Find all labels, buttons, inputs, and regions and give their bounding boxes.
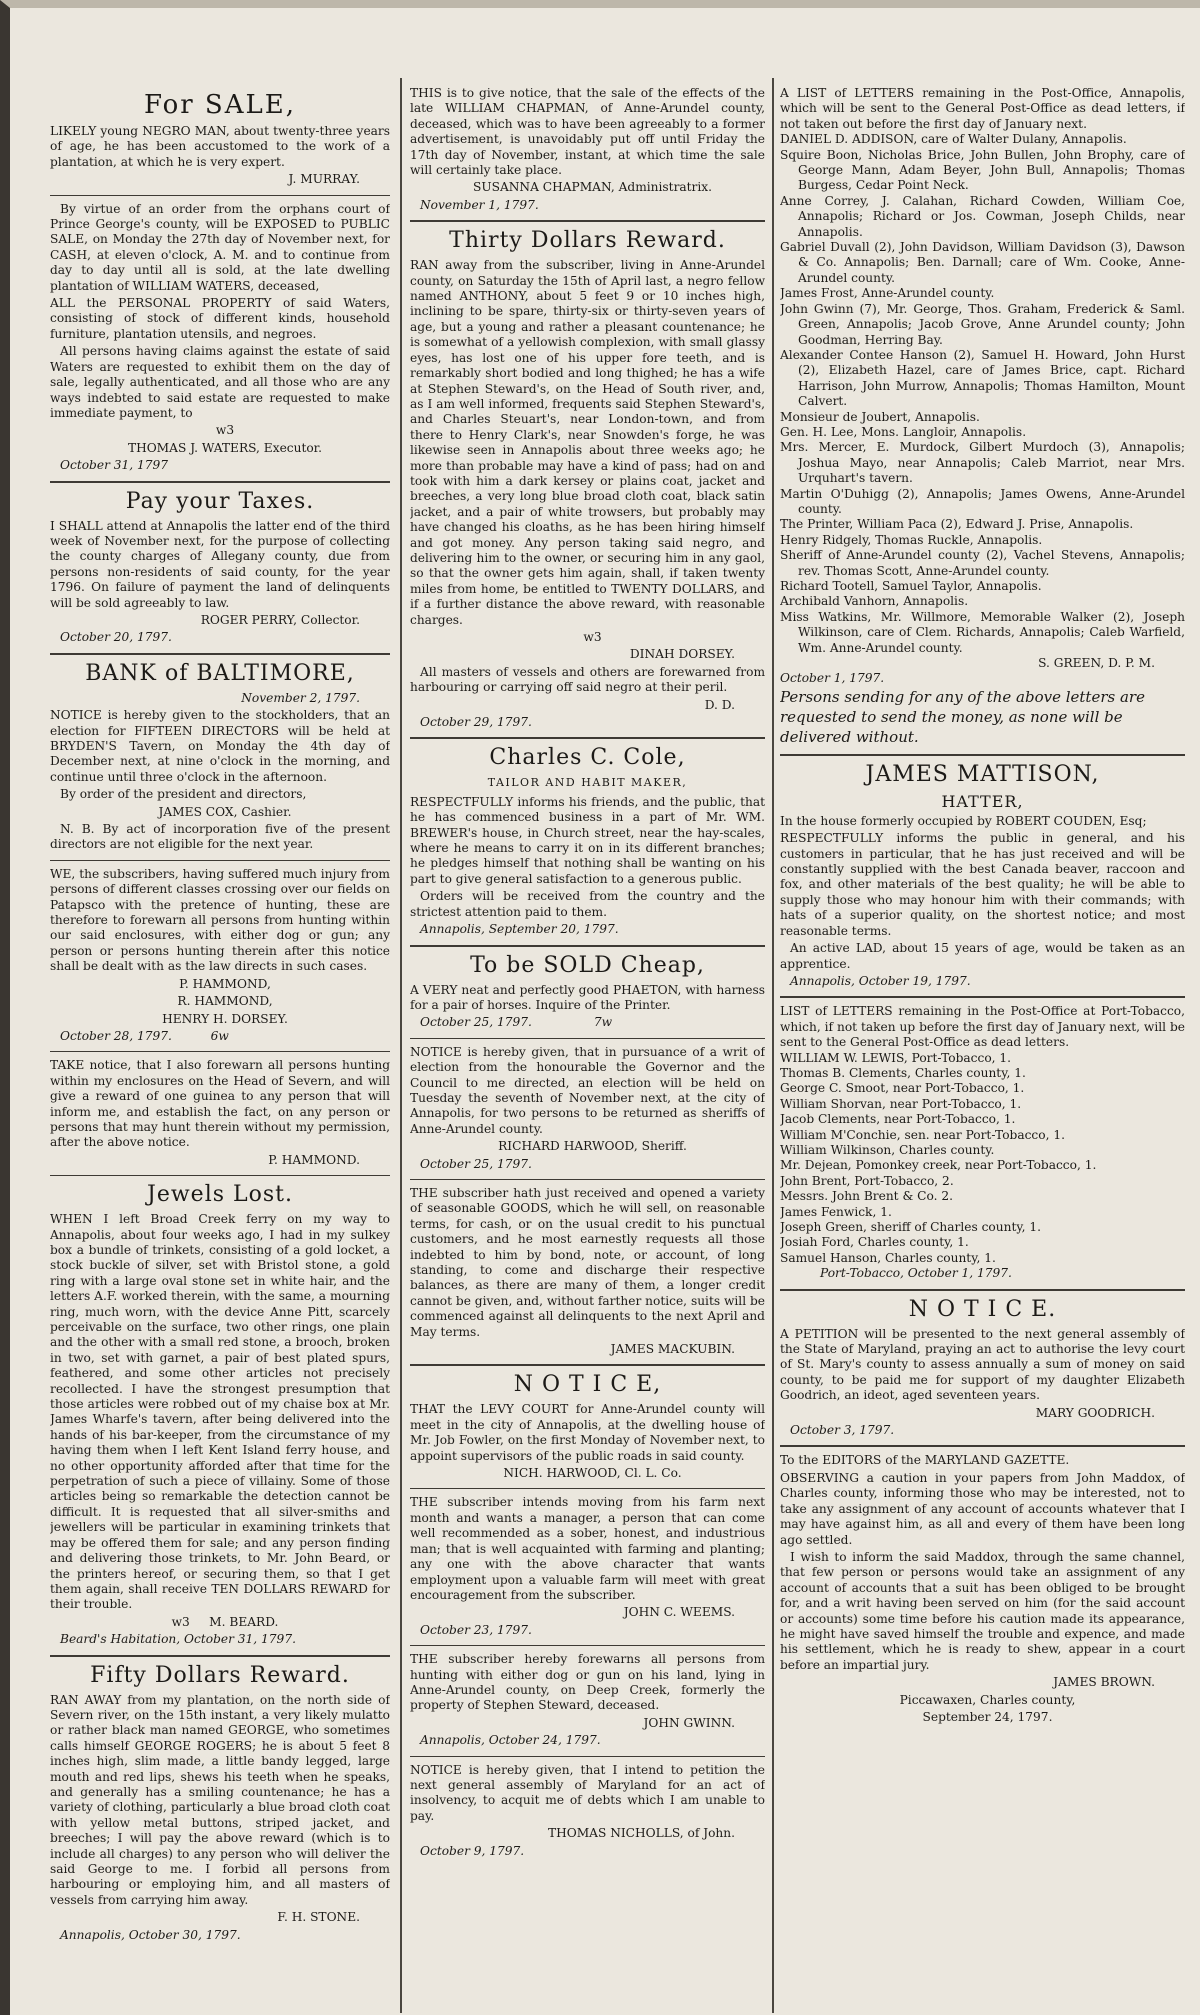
ad-signature: P. HAMMOND. — [268, 1152, 360, 1167]
ad-title: JAMES MATTISON, — [865, 761, 1100, 787]
letters-list — [780, 132, 1185, 656]
ad-title: Jewels Lost. — [147, 1182, 293, 1208]
letter-entry: Squire Boon, Nicholas Brice, John Bullen, John Brophy, care of George Mann, Adam Beyer, John Bull, Annapolis; Thomas Burgess, Cedar Point Neck. — [780, 147, 1185, 193]
ad-address: To the EDITORS of the MARYLAND GAZETTE. — [780, 1453, 1070, 1468]
ad-levy-court — [410, 1372, 765, 1481]
ad-mackubin-goods — [410, 1186, 765, 1357]
ad-date: Port-Tobacco, October 1, 1797. — [820, 1266, 1012, 1281]
ad-body: TAKE notice, that I also forewarn all persons hunting within my enclosures on the Head of Severn, and will give a reward of one guinea to any person that will inform me, and establish the fact, on any person or persons that may hunt therein without my permission, after the above notice. — [50, 1058, 390, 1150]
divider — [50, 481, 390, 483]
divider — [50, 653, 390, 655]
divider — [410, 1488, 765, 1489]
letter-entry: William Wilkinson, Charles county. — [780, 1142, 995, 1157]
letter-entry: William M'Conchie, sen. near Port-Tobacco, 1. — [780, 1127, 1065, 1142]
ad-code: w3 — [215, 423, 235, 438]
ad-initials: D. D. — [704, 697, 735, 712]
ad-body: THE subscriber hath just received and opened a variety of seasonable GOODS, which he will sell, on reasonable terms, for cash, or on the usual credit to his punctual customers, and he most earnestly requests all those indebted to him by bond, note, or account, of long standing, to come and discharge their respective balances, as there are many of them, a longer credit cannot be given, and, without farther notice, suits will be commenced against all delinquents to the next April and May terms. — [410, 1185, 765, 1339]
letter-entry: Gabriel Duvall (2), John Davidson, William Davidson (3), Dawson & Co. Annapolis; Ben. Darnall; care of Wm. Cooke, Anne-Arundel county. — [780, 240, 1185, 285]
ad-signature: JAMES MACKUBIN. — [610, 1342, 735, 1357]
ad-body: THIS is to give notice, that the sale of the effects of the late WILLIAM CHAPMAN, of Anne-Arundel county, deceased, which was to have been agreeably to a former advertisement, is unavoidably put off until Friday the 17th day of November, instant, at which time the sale will certainly take place. — [410, 86, 765, 178]
ad-signature: F. H. STONE. — [277, 1910, 360, 1925]
ad-code: w3 — [583, 630, 602, 644]
ad-body: RAN AWAY from my plantation, on the north side of Severn river, on the 15th instant, a very likely mulatto or rather black man named GEORGE, who sometimes calls himself GEORGE ROGERS; he is about 5 feet 8 inches high, slim made, a little bandy legged, large mouth and red lips, shews his teeth when he speaks, and generally has a smiling countenance; he has a variety of clothing, particularly a blue broad cloth coat with yellow metal buttons, striped jacket, and breeches; I will pay the above reward (which is to include all charges) to any person who will deliver the said George to me. I forbid all persons from harbouring or employing him, and all masters of vessels from carrying him away. — [50, 1692, 390, 1907]
divider — [50, 1175, 390, 1176]
letter-entry: Henry Ridgely, Thomas Ruckle, Annapolis. — [780, 532, 1043, 547]
ad-title: N O T I C E. — [908, 1296, 1057, 1322]
ad-code: 6w — [210, 1028, 229, 1043]
ad-weems-manager — [410, 1495, 765, 1638]
divider — [410, 1756, 765, 1757]
ad-signature: J. MURRAY. — [288, 172, 360, 187]
ad-title: Fifty Dollars Reward. — [90, 1662, 350, 1688]
ad-warning: All masters of vessels and others are forewarned from harbouring or carrying off said negro at their peril. — [410, 664, 765, 695]
ad-title: Pay your Taxes. — [125, 488, 315, 514]
ad-subtitle: TAILOR AND HABIT MAKER, — [487, 776, 688, 790]
ad-date: October 25, 1797. — [420, 1015, 532, 1030]
column-middle — [410, 86, 765, 2011]
letter-entry: Joseph Green, sheriff of Charles county, 1. — [780, 1220, 1042, 1234]
ad-signature: MARY GOODRICH. — [1035, 1405, 1155, 1420]
ad-signature: THOMAS J. WATERS, Executor. — [127, 440, 323, 455]
ad-date: October 3, 1797. — [790, 1423, 895, 1438]
divider — [50, 195, 390, 196]
ad-fifty-dollars — [50, 1663, 390, 1944]
ad-title: To be SOLD Cheap, — [470, 952, 705, 978]
ad-body: RESPECTFULLY informs his friends, and the public, that he has commenced business in a part of Mr. WM. BREWER's house, in Church street, near the hay-scales, where he means to carry it on in its different branches; he pledges himself that nothing shall be wanting on his part to give general satisfaction to a generous public. — [410, 794, 765, 886]
letter-entry: Jacob Clements, near Port-Tobacco, 1. — [780, 1112, 1016, 1127]
ad-signature: M. BEARD. — [209, 1614, 279, 1629]
divider — [780, 1289, 1185, 1291]
ad-body: A VERY neat and perfectly good PHAETON, with harness for a pair of horses. Inquire of the Printer. — [410, 982, 765, 1012]
ad-title: Thirty Dollars Reward. — [449, 228, 726, 254]
letter-entry: Messrs. John Brent & Co. 2. — [780, 1189, 953, 1204]
ad-footer: Persons sending for any of the above letters are requested to send the money, as none will be delivered without. — [780, 687, 1145, 746]
column-rule — [772, 78, 774, 2013]
letter-entry: William Shorvan, near Port-Tobacco, 1. — [780, 1096, 1022, 1111]
ad-note: N. B. By act of incorporation five of the present directors are not eligible for the next year. — [50, 822, 390, 852]
letter-entry: Mr. Dejean, Pomonkey creek, near Port-Tobacco, 1. — [780, 1158, 1097, 1173]
ad-title: Charles C. Cole, — [489, 745, 686, 771]
ad-phaeton — [410, 953, 765, 1031]
letter-entry: WILLIAM W. LEWIS, Port-Tobacco, 1. — [780, 1050, 1012, 1065]
divider — [780, 1445, 1185, 1447]
letter-entry: Archibald Vanhorn, Annapolis. — [780, 594, 969, 609]
ad-bank — [50, 661, 390, 853]
letters-list — [780, 1051, 1185, 1267]
column-left — [50, 86, 390, 2011]
ad-date: Beard's Habitation, October 31, 1797. — [60, 1632, 296, 1647]
ad-title: For SALE, — [143, 90, 297, 120]
ad-date: November 1, 1797. — [420, 197, 539, 212]
letter-entry: Mrs. Mercer, E. Murdock, Gilbert Murdoch (3), Annapolis; Joshua Mayo, near Annapolis; Caleb Marriot, near Mrs. Urquhart's tavern. — [780, 440, 1185, 486]
ad-body: A PETITION will be presented to the next general assembly of the State of Maryland, praying an act to authorise the levy court of St. Mary's county to assess annually a sum of money on said county, to be paid me for support of my daughter Elizabeth Goodrich, an ideot, aged seventeen years. — [780, 1326, 1185, 1403]
ad-gwinn-hunting — [410, 1652, 765, 1748]
ad-date: Annapolis, October 19, 1797. — [790, 973, 971, 988]
ad-note: Orders will be received from the country and the strictest attention paid to them. — [410, 889, 765, 919]
ad-date: October 20, 1797. — [60, 630, 172, 645]
ad-dateline: November 2, 1797. — [241, 690, 360, 705]
letter-entry: Alexander Contee Hanson (2), Samuel H. Howard, John Hurst (2), Elizabeth Hazel, care of James Brice, capt. Richard Harrison, John Murrow, Annapolis; Thomas Hamilton, Mount Calvert. — [780, 347, 1185, 409]
ad-body: LIKELY young NEGRO MAN, about twenty-three years of age, he has been accustomed to the work of a plantation, at which he is very expert. — [50, 124, 390, 169]
letter-entry: Gen. H. Lee, Mons. Langloir, Annapolis. — [780, 424, 1027, 439]
ad-place: Piccawaxen, Charles county, — [899, 1692, 1076, 1707]
ad-location: In the house formerly occupied by ROBERT COUDEN, Esq; — [780, 813, 1147, 828]
list-title: LIST of LETTERS remaining in the Post-Office at Port-Tobacco, which, if not taken up before the first day of January next, will be sent to the General Post-Office as dead letters. — [780, 1004, 1185, 1050]
ad-signature: NICH. HARWOOD, Cl. L. Co. — [503, 1466, 682, 1481]
ad-paragraph: All persons having claims against the estate of said Waters are requested to exhibit them on the day of sale, legally authenticated, and all those who are any ways indebted to said estate are requested to make immediate payment, to — [50, 344, 390, 420]
ad-signature: JOHN C. WEEMS. — [623, 1605, 735, 1620]
ad-letters-port-tobacco — [780, 1004, 1185, 1281]
ad-date: Annapolis, October 30, 1797. — [60, 1927, 241, 1942]
ad-code: w3 — [171, 1614, 190, 1629]
ad-hammond-notice — [50, 1058, 390, 1168]
letter-entry: DANIEL D. ADDISON, care of Walter Dulany, Annapolis. — [780, 132, 1127, 147]
ad-nicholls-insolvency — [410, 1763, 765, 1859]
ad-subtitle: HATTER, — [941, 791, 1024, 811]
ad-date: October 29, 1797. — [420, 715, 532, 730]
ad-chapman — [410, 86, 765, 213]
ad-date: Annapolis, September 20, 1797. — [420, 922, 619, 937]
ad-brown-letter — [780, 1453, 1185, 1725]
ad-date: October 1, 1797. — [780, 671, 885, 686]
ad-signature: P. HAMMOND, — [179, 976, 271, 991]
divider — [410, 1645, 765, 1646]
ad-mattison-hatter — [780, 762, 1185, 989]
ad-paragraph: I wish to inform the said Maddox, through the same channel, that few person or persons would take an assignment of any account of accounts that a suit has been obliged to be brought for, and a writ having been served on him (for the said account or accounts) some time before his caution made its appearance, he might have saved himself the trouble and expence, and made his settlement, which he is ready to shew, appear in a court before an impartial jury. — [780, 1549, 1185, 1672]
divider — [410, 1364, 765, 1366]
ad-date: October 25, 1797. — [420, 1156, 532, 1171]
divider — [410, 220, 765, 222]
letter-entry: Miss Watkins, Mr. Willmore, Memorable Walker (2), Joseph Wilkinson, care of Clem. Richards, Annapolis; Caleb Warfield, Wm. Anne-Arundel county. — [780, 609, 1185, 655]
column-right — [780, 86, 1185, 2011]
ad-code: 7w — [593, 1015, 613, 1030]
ad-signature: RICHARD HARWOOD, Sheriff. — [498, 1139, 687, 1154]
ad-thirty-dollars — [410, 228, 765, 730]
ad-date: September 24, 1797. — [922, 1709, 1053, 1724]
ad-signature: DINAH DORSEY. — [629, 647, 735, 662]
letter-entry: Martin O'Duhigg (2), Annapolis; James Owens, Anne-Arundel county. — [780, 486, 1185, 516]
ad-body: WE, the subscribers, having suffered much injury from persons of different classes crossing over our fields on Patapsco with the pretence of hunting, these are therefore to forewarn all persons from hunting within our said enclosures, with either dog or gun; any person or persons hunting therein after this notice shall be dealt with as the law directs in such cases. — [50, 866, 390, 974]
ad-date: October 23, 1797. — [420, 1622, 532, 1637]
ad-date: October 28, 1797. — [60, 1028, 172, 1043]
ad-body: THE subscriber hereby forewarns all persons from hunting with either dog or gun on his land, lying in Anne-Arundel county, on Deep Creek, formerly the property of Stephen Steward, deceased. — [410, 1652, 765, 1713]
divider — [410, 945, 765, 947]
ad-for-sale — [50, 90, 390, 188]
ad-jewels-lost — [50, 1182, 390, 1647]
ad-body: THAT the LEVY COURT for Anne-Arundel county will meet in the city of Annapolis, at the dwelling house of Mr. Job Fowler, on the first Monday of November next, to appoint supervisors of the public roads in said county. — [410, 1402, 765, 1463]
ad-date-line — [50, 1029, 390, 1044]
letter-entry: The Printer, William Paca (2), Edward J. Prise, Annapolis. — [780, 517, 1134, 532]
letter-entry: Monsieur de Joubert, Annapolis. — [780, 409, 980, 424]
letter-entry: Thomas B. Clements, Charles county, 1. — [780, 1065, 1026, 1080]
column-rule — [400, 78, 402, 2013]
ad-goodrich-petition — [780, 1297, 1185, 1439]
ad-order: By order of the president and directors, — [60, 787, 307, 802]
ad-letters-annapolis — [780, 86, 1185, 747]
ad-date: Annapolis, October 24, 1797. — [420, 1733, 601, 1748]
ad-signature: HENRY H. DORSEY. — [162, 1011, 288, 1026]
ad-title: N O T I C E, — [513, 1372, 662, 1398]
letter-entry: James Fenwick, 1. — [780, 1204, 892, 1219]
divider — [50, 1051, 390, 1052]
ad-signature: THOMAS NICHOLLS, of John. — [547, 1826, 735, 1841]
ad-cole-tailor — [410, 745, 765, 937]
ad-body: NOTICE is hereby given, that I intend to petition the next general assembly of Maryland for an act of insolvency, to acquit me of debts which I am unable to pay. — [410, 1762, 765, 1823]
letter-entry: Josiah Ford, Charles county, 1. — [780, 1235, 969, 1250]
letter-entry: Richard Tootell, Samuel Taylor, Annapolis. — [780, 579, 1042, 593]
ad-body: RESPECTFULLY informs the public in general, and his customers in particular, that he has just received and will be constantly supplied with the best Canada beaver, raccoon and fox, and other materials of the best quality; he will be able to supply those who may honour him with their commands; with hats of a superior quality, on the shortest notice; and most reasonable terms. — [780, 831, 1185, 938]
ad-body: I SHALL attend at Annapolis the latter end of the third week of November next, for the purpose of collecting the county charges of Allegany county, due from persons non-residents of said county, for the year 1796. On failure of payment the land of delinquents will be sold agreeably to law. — [50, 518, 390, 610]
ad-body: NOTICE is hereby given, that in pursuance of a writ of election from the honourable the Governor and the Council to me directed, an election will be held on Tuesday the seventh of November next, at the city of Annapolis, for two persons to be returned as sheriffs of Anne-Arundel county. — [410, 1044, 765, 1136]
divider — [410, 1038, 765, 1039]
ad-signature: JAMES COX, Cashier. — [158, 804, 292, 819]
ad-signature: S. GREEN, D. P. M. — [1038, 656, 1155, 671]
ad-body: WHEN I left Broad Creek ferry on my way to Annapolis, about four weeks ago, I had in my sulkey box a bundle of trinkets, consisting of a gold locket, a stock buckle of silver, set with Bristol stone, a gold ring with a large oval stone set in white hair, and the letters A.F. worked therein, with the same, a mourning ring, much worn, with the device Anne Pitt, scarcely perceivable on the surface, two other rings, one plain and the other with a small red stone, a brooch, broken in two, set with garnet, a pair of best plated spurs, feathered, and some other articles not precisely recollected. I have the strongest presumption that those articles were robbed out of my chaise box at Mr. James Wharfe's tavern, after being delivered into the hands of his bar-keeper, from the circumstance of my having them when I left Kent Island ferry house, and no other opportunity afforded after that time for the perpetration of such a piece of villainy. Some of those articles being so remarkable the detection cannot be difficult. It is requested that all silver-smiths and jewellers will be particular in examining trinkets that may be offered them for sale; and any person finding and delivering those trinkets, to Mr. John Beard, or the printers hereof, or securing them, so that I get them again, shall receive TEN DOLLARS REWARD for their trouble. — [50, 1212, 390, 1612]
ad-sign-line — [50, 1615, 390, 1630]
letter-entry: John Brent, Port-Tobacco, 2. — [780, 1173, 954, 1188]
letter-entry: James Frost, Anne-Arundel county. — [780, 286, 995, 301]
ad-paragraph: OBSERVING a caution in your papers from John Maddox, of Charles county, informing those who may be interested, not to take any assignment of any account of accounts whatever that I may have against him, as all and every of them have been long ago settled. — [780, 1470, 1185, 1547]
divider — [410, 1179, 765, 1180]
ad-signature: ROGER PERRY, Collector. — [200, 612, 360, 627]
ad-date: October 9, 1797. — [420, 1843, 525, 1858]
letter-entry: John Gwinn (7), Mr. George, Thos. Graham, Frederick & Saml. Green, Annapolis; Jacob Grove, Anne Arundel county; John Goodman, Herring Bay. — [780, 301, 1185, 347]
ad-date: October 31, 1797 — [60, 458, 169, 473]
ad-harwood-election — [410, 1045, 765, 1172]
ad-note: An active LAD, about 15 years of age, would be taken as an apprentice. — [780, 941, 1185, 971]
ad-hammond-hunting — [50, 867, 390, 1044]
divider — [50, 1655, 390, 1657]
divider — [410, 737, 765, 739]
ad-taxes — [50, 489, 390, 646]
letter-entry: George C. Smoot, near Port-Tobacco, 1. — [780, 1081, 1025, 1096]
ad-signature: JAMES BROWN. — [1053, 1675, 1155, 1690]
divider — [780, 754, 1185, 756]
ad-body: THE subscriber intends moving from his farm next month and wants a manager, a person that can come well recommended as a sober, honest, and industrious man; that is well acquainted with farming and planting; any one with the above character that wants employment upon a valuable farm will meet with great encouragement from the subscriber. — [410, 1495, 765, 1602]
ad-date-line — [410, 1015, 765, 1030]
letter-entry: Samuel Hanson, Charles county, 1. — [780, 1250, 996, 1265]
ad-paragraph: By virtue of an order from the orphans court of Prince George's county, will be EXPOSED to PUBLIC SALE, on Monday the 27th day of November next, for CASH, at eleven o'clock, A. M. and to continue from day to day until all is sold, at the late dwelling plantation of WILLIAM WATERS, deceased, — [50, 201, 390, 293]
letter-entry: Anne Correy, J. Calahan, Richard Cowden, William Coe, Annapolis; Richard or Jos. Cowman, Joseph Childs, near Annapolis. — [780, 193, 1185, 239]
ad-body: RAN away from the subscriber, living in Anne-Arundel county, on Saturday the 15th of April last, a negro fellow named ANTHONY, about 5 feet 9 or 10 inches high, inclining to be spare, thirty-six or thirty-seven years of age, but a young and rather a pleasant countenance; he is somewhat of a yellowish complexion, with small glassy eyes, has lost one of his upper fore teeth, and is remarkably short bodied and long thighed; he has a wife at Stephen Steward's, on the Head of South river, and, as I am well informed, frequents said Stephen Steward's, and Charles Steuart's, near London-town, and from there to Henry Clark's, near Snowden's forge, he was likewise seen in Annapolis about three weeks ago; he more than probable may have a kind of pass; had on and took with him a dark kersey or plains coat, jacket and breeches, a very long blue broad cloth coat, black satin jacket, and a pair of white trowsers, but probably may have changed his cloaths, as he has been hiring himself and got money. Any person taking said negro, and delivering him to the owner, or securing him in any gaol, so that the owner gets him again, shall, if taken twenty miles from home, be entitled to TWENTY DOLLARS, and if a further distance the above reward, with reasonable charges. — [410, 258, 765, 627]
ad-paragraph: ALL the PERSONAL PROPERTY of said Waters, consisting of stock of different kinds, household furniture, plantation utensils, and negroes. — [50, 296, 390, 341]
ad-waters-sale — [50, 202, 390, 474]
divider — [50, 860, 390, 861]
list-title: A LIST of LETTERS remaining in the Post-Office, Annapolis, which will be sent to the General Post-Office as dead letters, if not taken out before the first day of January next. — [780, 86, 1185, 131]
ad-signature: R. HAMMOND, — [177, 994, 273, 1009]
ad-signature: SUSANNA CHAPMAN, Administratrix. — [472, 180, 713, 195]
ad-title: BANK of BALTIMORE, — [85, 660, 355, 686]
divider — [780, 996, 1185, 998]
ad-body: NOTICE is hereby given to the stockholders, that an election for FIFTEEN DIRECTORS will be held at BRYDEN'S Tavern, on Monday the 4th day of December next, at nine o'clock in the morning, and continue until three o'clock in the afternoon. — [50, 708, 390, 784]
ad-signature: JOHN GWINN. — [643, 1715, 735, 1730]
letter-entry: Sheriff of Anne-Arundel county (2), Vachel Stevens, Annapolis; rev. Thomas Scott, Anne-Arundel county. — [780, 548, 1185, 578]
